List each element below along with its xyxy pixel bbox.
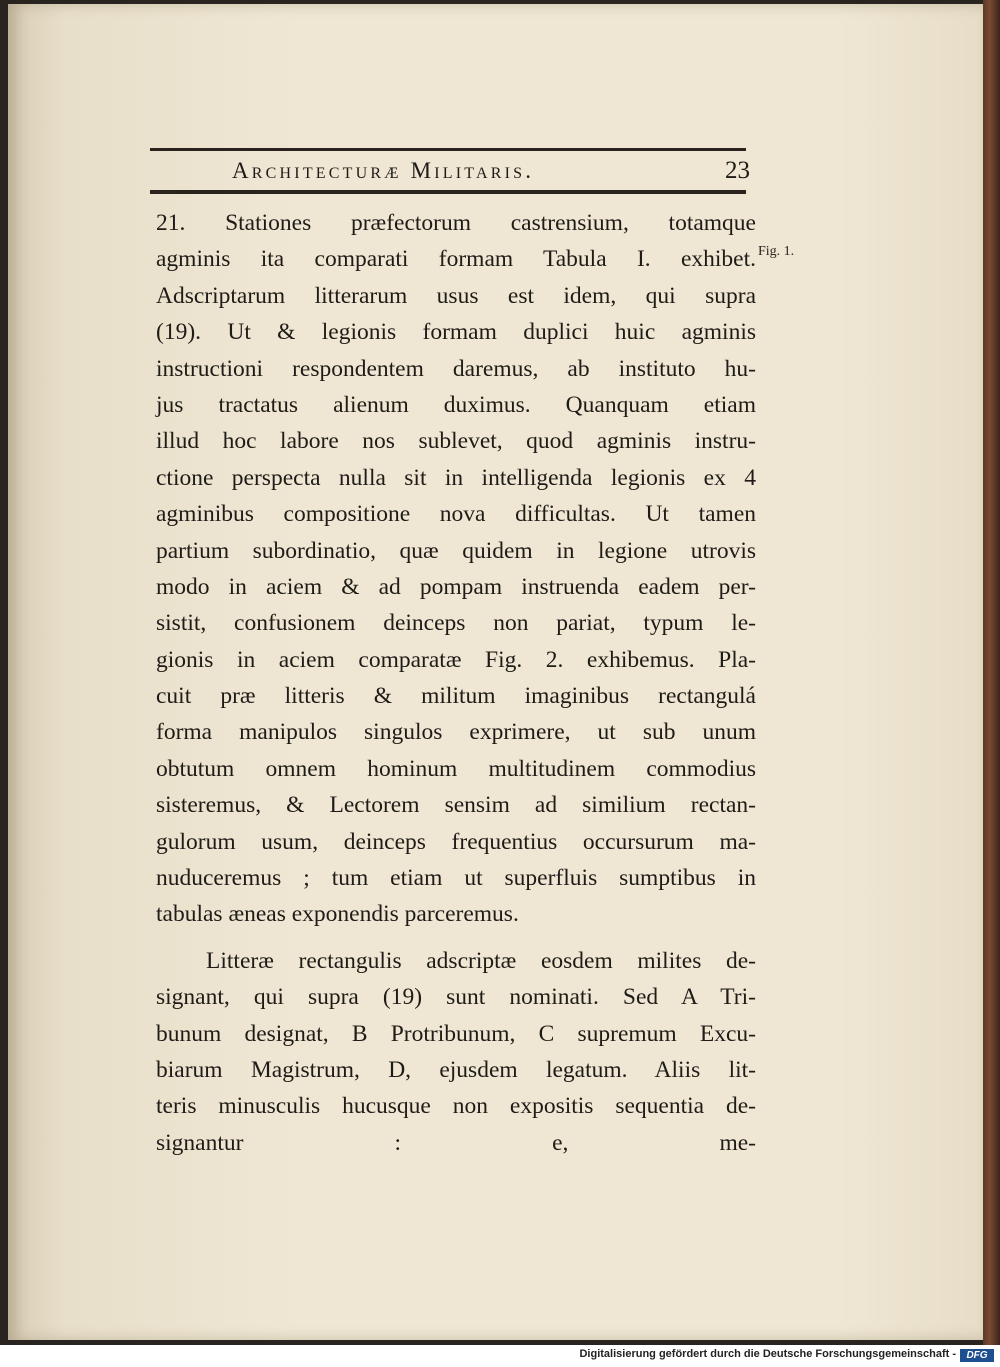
text-line: instructioni respondentem daremus, ab instituto hu- — [156, 355, 756, 382]
text-line: signantur : e, me- — [156, 1129, 756, 1156]
paragraph-1 — [156, 205, 756, 933]
text-line: agminis ita comparati formam Tabula I. exhibet. — [156, 246, 756, 273]
text-line: nuduceremus ; tum etiam ut superfluis sumptibus in — [156, 865, 756, 892]
footer-credit: Digitalisierung gefördert durch die Deutsche Forschungsgemeinschaft - — [579, 1348, 956, 1360]
text-line: sistit, confusionem deinceps non pariat, typum le- — [156, 610, 756, 637]
text-line: illud hoc labore nos sublevet, quod agminis instru- — [156, 428, 756, 455]
text-line: jus tractatus alienum duximus. Quanquam etiam — [156, 391, 756, 418]
text-line: Adscriptarum litterarum usus est idem, qui supra — [156, 282, 756, 309]
page-number: 23 — [725, 157, 750, 184]
text-line: tabulas æneas exponendis parceremus. — [156, 901, 519, 928]
text-line: ctione perspecta nulla sit in intelligenda legionis ex 4 — [156, 464, 756, 491]
text-line: biarum Magistrum, D, ejusdem legatum. Aliis lit- — [156, 1056, 756, 1083]
text-line: sisteremus, & Lectorem sensim ad similium rectan- — [156, 792, 756, 819]
footer-bar — [0, 1345, 1000, 1367]
text-line: gionis in aciem comparatæ Fig. 2. exhibemus. Pla- — [156, 646, 756, 673]
paragraph-gap — [156, 933, 756, 943]
header-rule-bottom — [150, 190, 746, 194]
text-line: bunum designat, B Protribunum, C supremum Excu- — [156, 1020, 756, 1047]
book-edge — [983, 0, 1000, 1345]
margin-note: Fig. 1. — [758, 244, 795, 259]
running-head — [150, 152, 750, 190]
text-line: teris minusculis hucusque non expositis sequentia de- — [156, 1093, 756, 1120]
dfg-logo: DFG — [960, 1349, 994, 1362]
header-rule-top — [150, 148, 746, 151]
text-line: (19). Ut & legionis formam duplici huic agminis — [156, 319, 756, 346]
text-line: Litteræ rectangulis adscriptæ eosdem milites de- — [206, 947, 756, 974]
text-line: 21. Stationes præfectorum castrensium, totamque — [156, 210, 756, 236]
text-line: modo in aciem & ad pompam instruenda eadem per- — [156, 573, 756, 600]
body-text — [156, 205, 756, 1161]
text-line: obtutum omnem hominum multitudinem commodius — [156, 755, 756, 782]
text-line: partium subordinatio, quæ quidem in legione utrovis — [156, 537, 756, 564]
running-title: Architecturæ Militaris. — [232, 158, 535, 183]
text-line: forma manipulos singulos exprimere, ut sub unum — [156, 719, 756, 746]
text-line: agminibus compositione nova difficultas. Ut tamen — [156, 501, 756, 528]
text-line: cuit præ litteris & militum imaginibus rectangulá — [156, 683, 756, 710]
text-line: signant, qui supra (19) sunt nominati. Sed A Tri- — [156, 984, 756, 1011]
text-line: gulorum usum, deinceps frequentius occursurum ma- — [156, 828, 756, 855]
paragraph-2 — [156, 943, 756, 1161]
